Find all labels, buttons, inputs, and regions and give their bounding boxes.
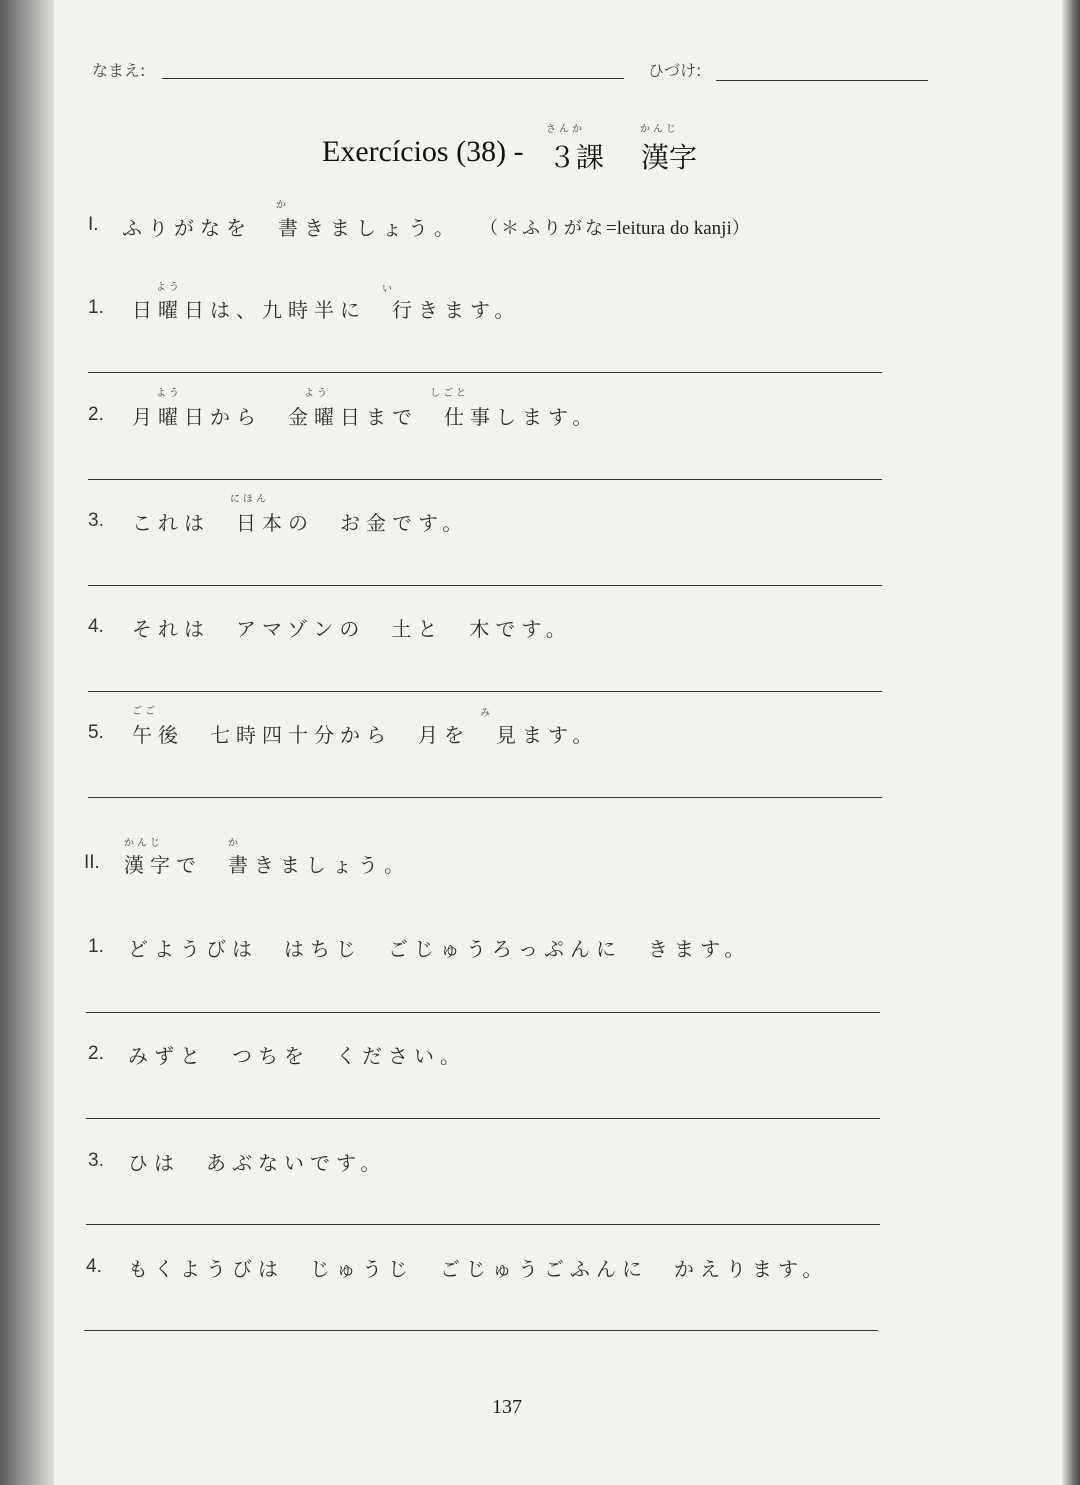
s1-item1-answer-line[interactable] [88,372,882,373]
s1-item1-number: 1. [88,297,104,318]
s1-item1-ruby-2: い [382,284,395,295]
s1-item2-answer-line[interactable] [88,479,882,480]
s1-item5-number: 5. [88,722,104,743]
s2-item1-answer-line[interactable] [86,1012,880,1013]
date-field-line[interactable] [716,80,928,81]
book-spine-shadow [0,0,54,1485]
s2-item2-answer-line[interactable] [86,1118,880,1119]
s1-item3-text: これは 日本の お金です。 [132,511,469,535]
s1-item5-ruby-1: ごご [132,706,158,717]
section2-ruby-1: かんじ [124,838,163,849]
section1-note [480,214,753,240]
s1-item2-ruby-2: よう [304,388,330,399]
s2-item1-number: 1. [88,936,104,957]
section1-instruction: ふりがなを 書きましょう。 [122,216,460,240]
s1-item2-number: 2. [88,404,104,425]
s2-item2-text: みずと つちを ください。 [128,1044,466,1068]
title-kanji: 漢字 [641,141,698,174]
note-prefix: （＊ふりがな [480,218,606,239]
section2-marker: II. [84,852,100,873]
s2-item1-text: どようびは はちじ ごじゅうろっぷんに きます。 [128,937,751,961]
worksheet-page [54,0,1062,1485]
title-lesson: ３課 [548,141,605,174]
title-ruby-kanji: かんじ [640,124,679,135]
s2-item3-number: 3. [88,1150,104,1171]
s1-item3-number: 3. [88,510,104,531]
s1-item5-ruby-2: み [480,708,493,719]
s1-item1-text: 日曜日は、九時半に 行きます。 [132,298,521,322]
s1-item2-ruby-3: しごと [430,388,469,399]
name-field-line[interactable] [162,78,624,79]
date-label: ひづけ: [648,61,702,80]
s1-item3-answer-line[interactable] [88,585,882,586]
s1-item3-ruby-1: にほん [230,494,269,505]
s2-item3-answer-line[interactable] [86,1224,880,1225]
s2-item4-answer-line[interactable] [84,1330,878,1331]
s1-item4-text: それは アマゾンの 土と 木です。 [132,617,572,641]
section1-marker: I. [88,214,99,235]
s1-item4-answer-line[interactable] [88,691,882,692]
note-suffix: ） [731,218,753,239]
s2-item2-number: 2. [88,1043,104,1064]
s2-item3-text: ひは あぶないです。 [128,1151,387,1175]
s1-item5-text: 午後 七時四十分から 月を 見ます。 [132,723,599,747]
s1-item1-ruby-1: よう [156,282,182,293]
title-ruby-lesson: さんか [546,124,585,135]
s2-item4-text: もくようびは じゅうじ ごじゅうごふんに かえります。 [128,1257,829,1281]
section1-instruction-ruby: か [276,200,289,211]
section2-ruby-2: か [228,838,241,849]
s2-item4-number: 4. [86,1256,102,1277]
s1-item2-text: 月曜日から 金曜日まで 仕事します。 [132,405,599,429]
page-edge-shadow [1062,0,1080,1485]
s1-item2-ruby-1: よう [156,388,182,399]
note-text: =leitura do kanji [606,218,732,239]
page-number: 137 [492,1396,522,1418]
s1-item4-number: 4. [88,616,104,637]
s1-item5-answer-line[interactable] [88,797,882,798]
name-label: なまえ: [92,61,146,80]
section2-instruction: 漢字で 書きましょう。 [124,853,410,877]
page-title: Exercícios (38) - [322,135,524,168]
